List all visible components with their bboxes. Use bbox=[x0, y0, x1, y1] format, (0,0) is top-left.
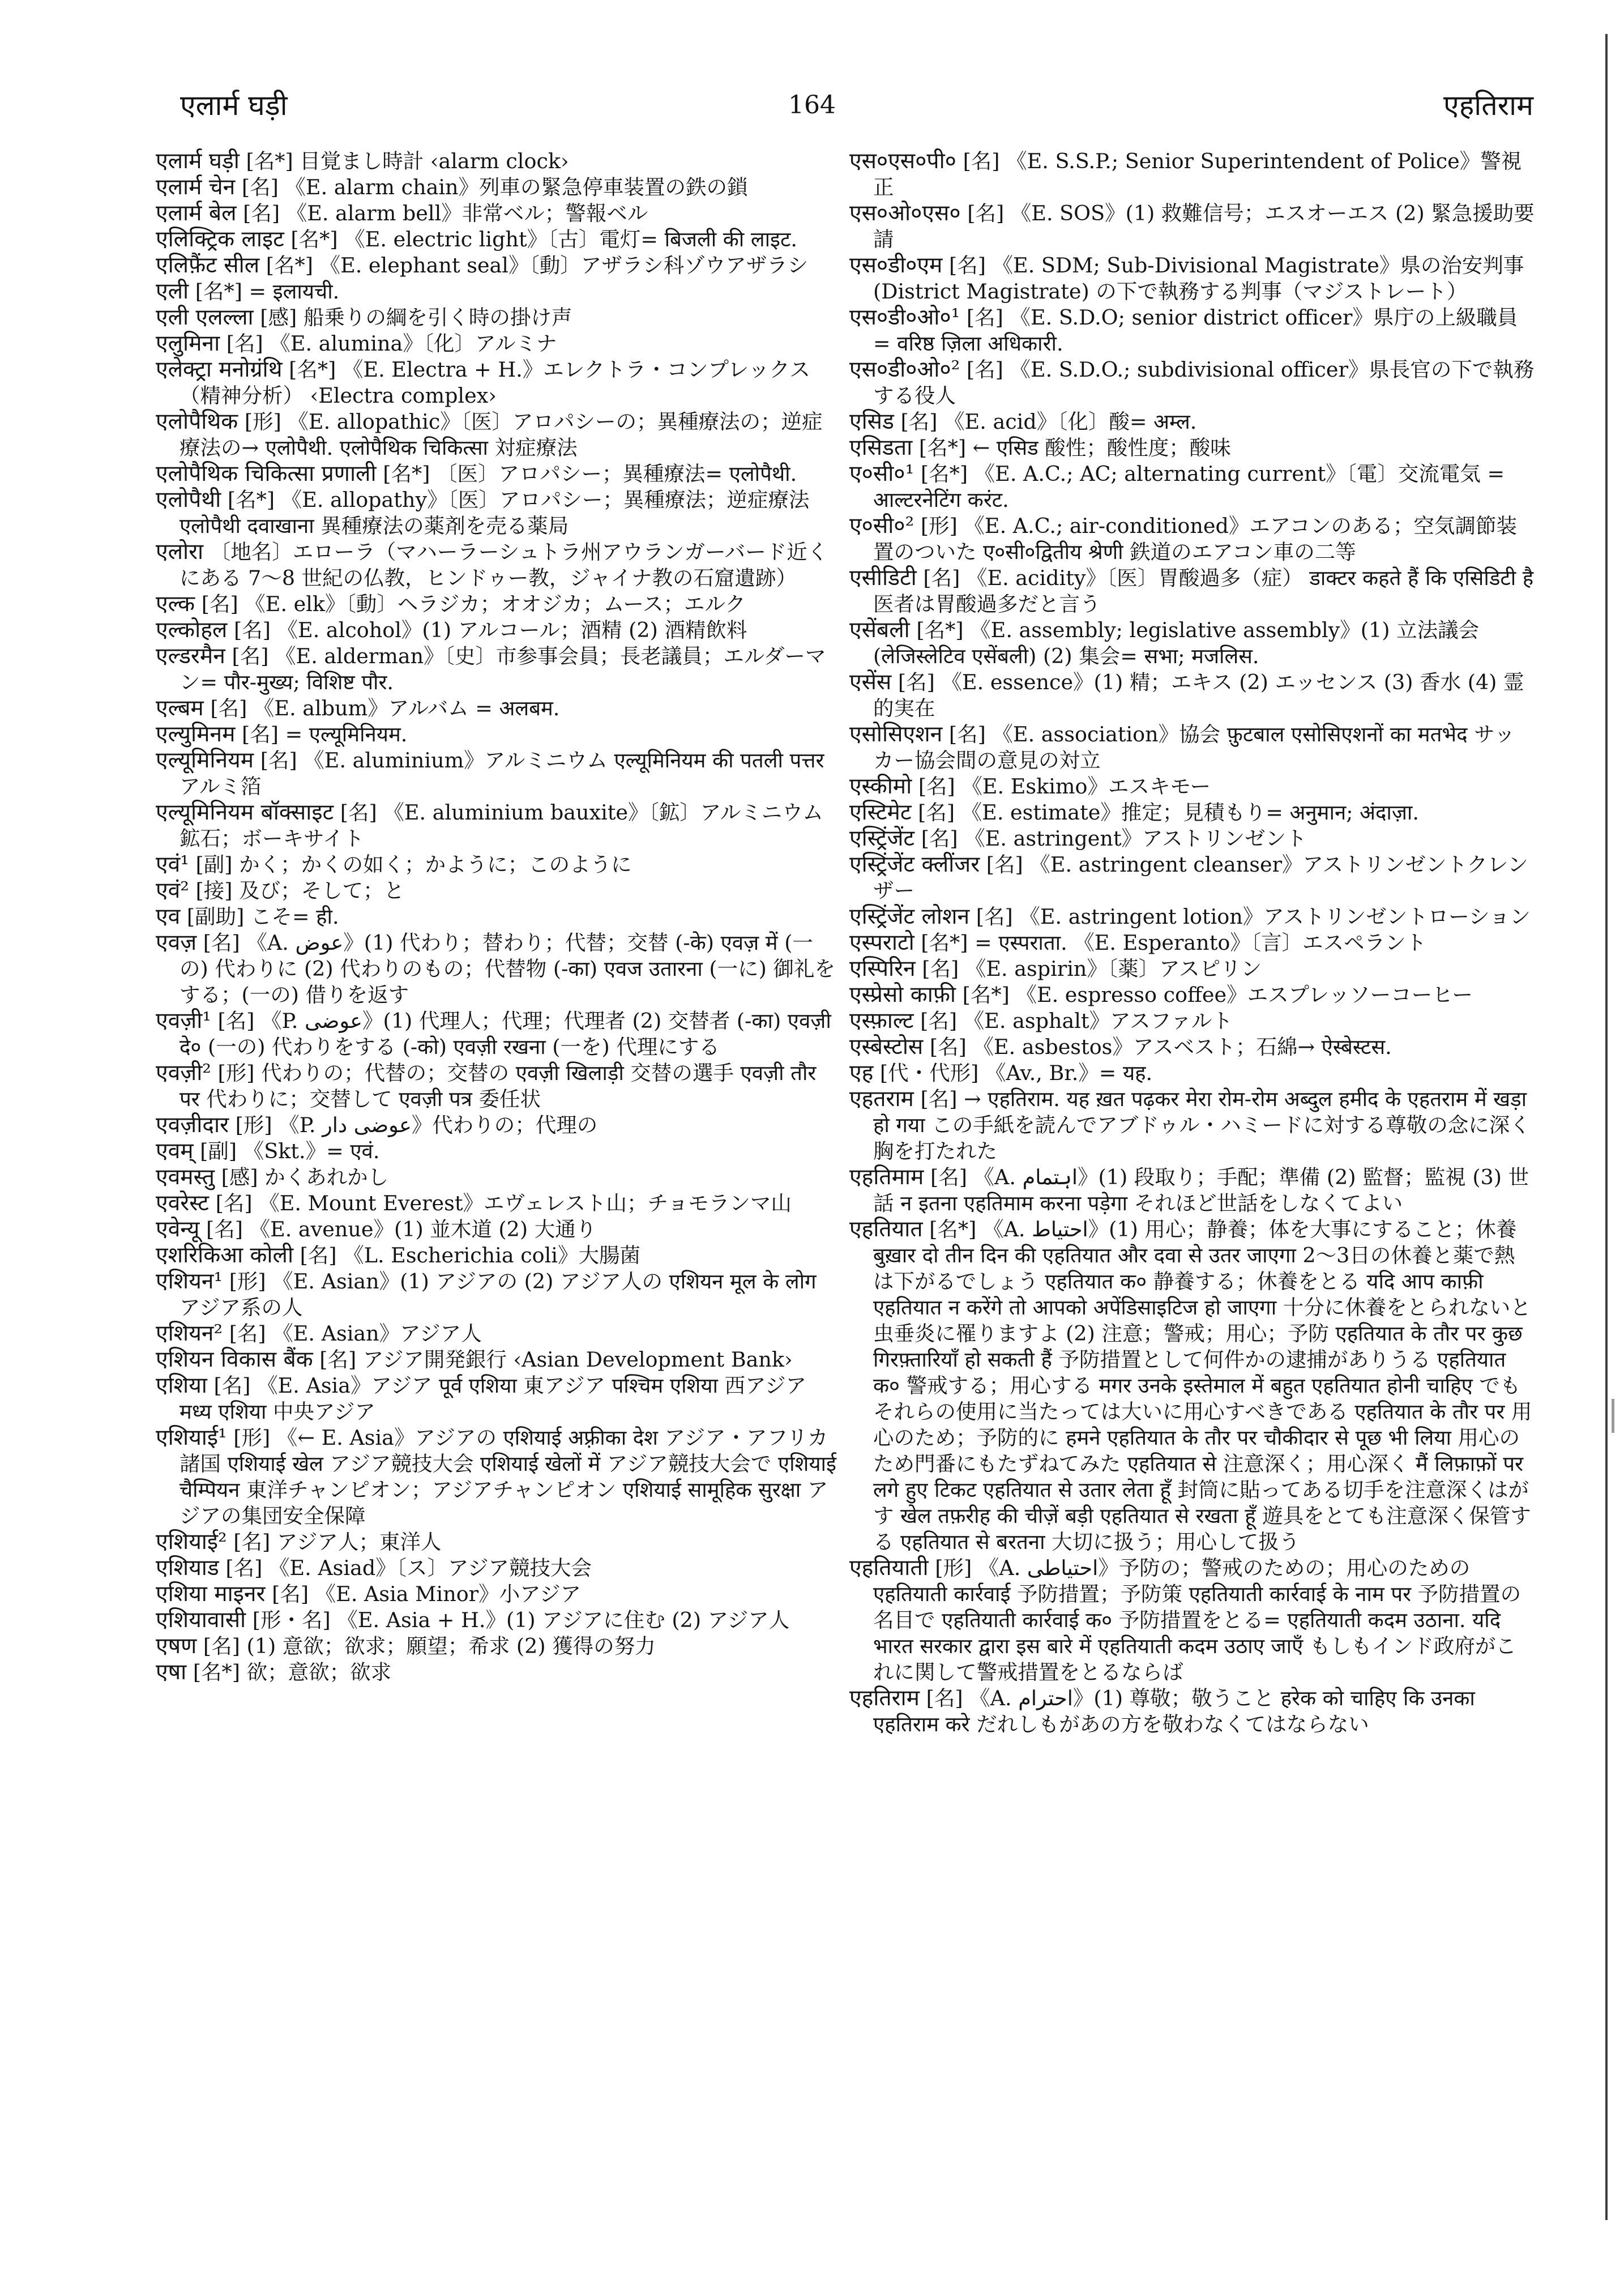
dictionary-entry bbox=[156, 748, 841, 800]
page-header bbox=[0, 85, 1624, 136]
entry-definition: [副] 《Skt.》= एवं. bbox=[193, 1139, 380, 1163]
entry-headword: एस्फ़ाल्ट bbox=[849, 1008, 914, 1034]
dictionary-entry bbox=[156, 539, 841, 591]
entry-definition: [副] かく；かくの如く；かように；このように bbox=[189, 852, 632, 877]
entry-headword: एवेन्यू bbox=[156, 1217, 200, 1242]
dictionary-entry bbox=[156, 1607, 841, 1633]
dictionary-entry bbox=[849, 904, 1535, 930]
entry-headword: एलोरा bbox=[156, 539, 204, 565]
dictionary-entry bbox=[156, 148, 841, 174]
entry-definition: [感] 船乗りの綱を引く時の掛け声 bbox=[253, 305, 572, 330]
entry-definition: [名*] ← एसिड 酸性；酸性度；酸味 bbox=[912, 436, 1231, 460]
entry-headword: एलार्म बेल bbox=[156, 200, 237, 226]
entry-headword: एवज़ी¹ bbox=[156, 1008, 211, 1034]
entry-headword: एसोसिएशन bbox=[849, 722, 943, 747]
entry-headword: एह bbox=[849, 1060, 874, 1086]
entry-definition: [名] 《E. aluminium bauxite》〔鉱〕アルミニウム鉱石；ボーキサイト bbox=[180, 800, 823, 851]
entry-definition: [形] 《E. Asian》(1) アジアの (2) アジア人の एशियन मूल के लोग アジア系の人 bbox=[180, 1269, 817, 1320]
dictionary-entry bbox=[156, 1138, 841, 1164]
entry-headword: एशियन¹ bbox=[156, 1269, 223, 1294]
entry-definition: [名*] = एस्पराता. 《E. Esperanto》〔言〕エスペラント bbox=[914, 931, 1427, 955]
entry-headword: एवज़ी² bbox=[156, 1060, 211, 1086]
entry-definition: [名*] 欲；意欲；欲求 bbox=[186, 1660, 392, 1684]
dictionary-entry bbox=[849, 774, 1535, 800]
page-number: 164 bbox=[788, 91, 836, 119]
entry-definition: [名] 《E. Asiad》〔ス〕アジア競技大会 bbox=[219, 1556, 592, 1580]
entry-definition: [名*] 目覚まし時計 ‹alarm clock› bbox=[239, 149, 569, 173]
entry-headword: एशियन² bbox=[156, 1321, 223, 1346]
entry-headword: एशरिकिआ कोली bbox=[156, 1243, 294, 1268]
entry-definition: [名] 《E. aspirin》〔薬〕アスピリン bbox=[915, 957, 1262, 981]
dictionary-entry bbox=[156, 643, 841, 695]
scan-mark bbox=[1612, 1399, 1614, 1433]
dictionary-entry bbox=[156, 722, 841, 748]
entry-headword: एस्पराटो bbox=[849, 930, 914, 955]
dictionary-entry bbox=[156, 227, 841, 253]
dictionary-entry bbox=[849, 669, 1535, 722]
entry-headword: एशिया माइनर bbox=[156, 1581, 266, 1607]
dictionary-entry bbox=[156, 409, 841, 461]
dictionary-entry bbox=[849, 461, 1535, 513]
dictionary-entry bbox=[849, 1086, 1535, 1164]
dictionary-entry bbox=[156, 487, 841, 539]
dictionary-entry bbox=[849, 1685, 1535, 1738]
entry-headword: एलोपैथिक bbox=[156, 409, 238, 434]
entry-definition: [接] 及び；そして；と bbox=[189, 878, 405, 903]
entry-headword: एलिफ़ैंट सील bbox=[156, 253, 260, 278]
entry-definition: [名] 《E. SOS》(1) 救難信号；エスオーエス (2) 緊急援助要請 bbox=[873, 201, 1535, 251]
entry-definition: [名*] 〔医〕アロパシー；異種療法= एलोपैथी. bbox=[376, 462, 797, 486]
dictionary-entry bbox=[156, 1425, 841, 1529]
dictionary-entry bbox=[849, 1555, 1535, 1685]
entry-definition: [形] 代わりの；代替の；交替の एवज़ी खिलाड़ी 交替の選手 एवज़ी तौर पर 代わりに；交替して एवज़ी पत्र 委任状 bbox=[180, 1061, 817, 1111]
entry-definition: [名] 《E. avenue》(1) 並木道 (2) 大通り bbox=[199, 1217, 597, 1241]
dictionary-entry bbox=[849, 513, 1535, 565]
right-column bbox=[849, 148, 1535, 1738]
entry-definition: [形] 《P. عوضی دار》代わりの；代理の bbox=[229, 1113, 598, 1137]
entry-definition: [名] 《E. Asian》アジア人 bbox=[223, 1321, 482, 1346]
entry-definition: [名*] 《E. Electra + H.》エレクトラ・コンプレックス（精神分析） ‹Electra complex› bbox=[180, 357, 810, 408]
entry-definition: [名] 《E. alcohol》(1) アルコール；酒精 (2) 酒精飲料 bbox=[227, 618, 747, 642]
dictionary-entry bbox=[849, 200, 1535, 253]
dictionary-entry bbox=[849, 148, 1535, 200]
entry-definition: [名] (1) 意欲；欲求；願望；希求 (2) 獲得の努力 bbox=[196, 1634, 656, 1658]
dictionary-entry bbox=[156, 1659, 841, 1685]
entry-headword: एस्प्रेसो काफ़ी bbox=[849, 982, 956, 1008]
entry-definition: [名] 《E. acid》〔化〕酸= अम्ल. bbox=[894, 409, 1197, 434]
entry-definition: [名] 《E. album》アルバム = अलबम. bbox=[203, 696, 560, 720]
dictionary-entry bbox=[849, 722, 1535, 774]
entry-headword: ए०सी०² bbox=[849, 513, 914, 539]
entry-definition: [名] 《E. Mount Everest》エヴェレスト山；チョモランマ山 bbox=[209, 1191, 792, 1215]
entry-definition: [名] 《E. Asia》アジア पूर्व एशिया 東アジア पश्चिम एशिया 西アジア मध्य एशिया 中央アジア bbox=[180, 1373, 807, 1424]
dictionary-entry bbox=[156, 1164, 841, 1190]
dictionary-entry bbox=[849, 930, 1535, 956]
entry-headword: एल्बम bbox=[156, 695, 204, 721]
entry-definition: [名] 《E. estimate》推定；見積もり= अनुमान; अंदाज़ा. bbox=[911, 800, 1419, 825]
dictionary-entry bbox=[849, 826, 1535, 852]
entry-definition: [名] 《E. Asia Minor》小アジア bbox=[265, 1582, 582, 1606]
entry-headword: एस०एस०पी० bbox=[849, 148, 956, 174]
dictionary-entry bbox=[156, 1112, 841, 1138]
dictionary-entry bbox=[849, 1008, 1535, 1034]
entry-definition: [名] 《E. alarm bell》非常ベル；警報ベル bbox=[236, 201, 648, 225]
entry-headword: एस०डी०ओ०² bbox=[849, 357, 960, 382]
entry-headword: एव bbox=[156, 904, 181, 929]
entry-definition: [名] 《L. Escherichia coli》大腸菌 bbox=[293, 1243, 640, 1267]
entry-headword: एहतराम bbox=[849, 1086, 914, 1112]
entry-definition: [名*] 《E. assembly; legislative assembly》(1) 立法議会 (लेजिस्लेटिव एसेंबली) (2) 集会= सभा; मजलिस. bbox=[873, 618, 1480, 668]
entry-definition: [名] 《E. elk》〔動〕ヘラジカ；オオジカ；ムース；エルク bbox=[195, 592, 746, 616]
entry-definition: [名] 《E. alumina》〔化〕アルミナ bbox=[220, 331, 557, 356]
entry-definition: [名] 《E. essence》(1) 精；エキス (2) エッセンス (3) 香水 (4) 霊的実在 bbox=[873, 670, 1524, 720]
dictionary-entry bbox=[849, 852, 1535, 904]
entry-headword: एलार्म घड़ी bbox=[156, 148, 240, 174]
entry-definition: [名*] 《A. احتیاط》(1) 用心；静養；体を大事にすること；休養 बुख़ार दो तीन दिन की एहतियात और दवा से उतर जाएगा 2〜3日の休養と薬で熱は下がるでしょう एहतियात क० 静養する；休養をとる यदि आप काफ़ी एहतियात न करेंगे तो आपको अपेंडिसाइटिज हो जाएगा 十分に休養をとられないと虫垂炎に罹りますよ (2) 注意；警戒；用心；予防 एहतियात के तौर पर कुछ गिरफ़्तारियाँ हो सकती हैं 予防措置として何件かの逮捕がありうる एहतियात क० 警戒する；用心する मगर उनके इस्तेमाल में बहुत एहतियात होनी चाहिए でもそれらの使用に当たっては大いに用心すべきである एहतियात के तौर पर 用心のため；予防的に हमने एहतियात के तौर पर चौकीदार से पूछ भी लिया 用心のため門番にもたずねてみた एहतियात से 注意深く；用心深く मैं लिफ़ाफ़ों पर लगे हुए टिकट एहतियात से उतार लेता हूँ 封筒に貼ってある切手を注意深くはがす खेल तफ़रीह की चीज़ें बड़ी एहतियात से रखता हूँ 遊具をとても注意深く保管する एहतियात से बरतना 大切に扱う；用心して扱う bbox=[873, 1217, 1532, 1554]
entry-definition: [名] 《A. اہتمام》(1) 段取り；手配；準備 (2) 監督；監視 (3) 世話 न इतना एहतिमाम करना पड़ेगा それほど世話をしなくてよい bbox=[873, 1165, 1529, 1215]
entry-headword: एलोपैथी bbox=[156, 487, 221, 513]
entry-definition: [名] 《E. asbestos》アスベスト；石綿→ ऐस्बेस्टस. bbox=[923, 1035, 1392, 1059]
entry-headword: एसिडता bbox=[849, 435, 913, 460]
entry-headword: एलोपैथिक चिकित्सा प्रणाली bbox=[156, 461, 377, 486]
entry-headword: ए०सी०¹ bbox=[849, 461, 914, 486]
entry-definition: [名] 《E. acidity》〔医〕胃酸過多（症） डाक्टर कहते हैं कि एसिडिटी है 医者は胃酸過多だと言う bbox=[873, 566, 1534, 616]
dictionary-entry bbox=[156, 174, 841, 200]
entry-headword: एवरेस्ट bbox=[156, 1190, 210, 1216]
entry-definition: [形] 《E. A.C.; air-conditioned》エアコンのある；空気調節装置のついた ए०सी०द्वितीय श्रेणी 鉄道のエアコン車の二等 bbox=[873, 514, 1518, 564]
dictionary-entry bbox=[849, 253, 1535, 305]
entry-headword: एल्क bbox=[156, 591, 195, 617]
entry-definition: [名] 《E. astringent lotion》アストリンゼントローション bbox=[969, 904, 1531, 929]
entry-headword: एहतियाती bbox=[849, 1555, 929, 1581]
dictionary-entry bbox=[849, 956, 1535, 982]
entry-definition: [名] 《E. alarm chain》列車の緊急停車装置の鉄の鎖 bbox=[235, 175, 748, 199]
entry-headword: एल्यूमिनियम बॉक्साइट bbox=[156, 800, 334, 825]
entry-headword: एवम् bbox=[156, 1138, 194, 1164]
entry-headword: एषा bbox=[156, 1659, 187, 1685]
dictionary-entry bbox=[849, 435, 1535, 461]
dictionary-entry bbox=[156, 1373, 841, 1425]
entry-headword: एस्ट्रिंजेंट लोशन bbox=[849, 904, 970, 929]
dictionary-entry bbox=[156, 1321, 841, 1347]
entry-headword: एवमस्तु bbox=[156, 1164, 215, 1190]
entry-definition: [名] 《E. aluminium》アルミニウム एल्यूमिनियम की पतली पत्तर アルミ箔 bbox=[180, 748, 824, 799]
left-column bbox=[156, 148, 841, 1685]
entry-headword: एस्ट्रिंजेंट bbox=[849, 826, 915, 851]
dictionary-entry bbox=[156, 695, 841, 722]
entry-definition: [名] 《E. SDM; Sub-Divisional Magistrate》県の治安判事 (District Magistrate) の下で執務する判事（マジストレート） bbox=[873, 253, 1524, 304]
entry-definition: [名*] = इलायची. bbox=[189, 279, 340, 304]
entry-headword: एस्बेस्टोस bbox=[849, 1034, 924, 1060]
dictionary-entry bbox=[156, 930, 841, 1008]
entry-definition: [名] 《P. عوضی》(1) 代理人；代理；代理者 (2) 交替者 (-का) एवज़ी दे० (一の) 代わりをする (-को) एवज़ी रखना (一を) 代理にする bbox=[180, 1009, 831, 1059]
entry-headword: एस०डी०एम bbox=[849, 253, 943, 278]
dictionary-entry bbox=[849, 1217, 1535, 1555]
entry-headword: एशियाड bbox=[156, 1555, 219, 1581]
entry-headword: एशियन विकास बैंक bbox=[156, 1347, 313, 1372]
entry-definition: [名] アジア開発銀行 ‹Asian Development Bank› bbox=[313, 1347, 793, 1372]
dictionary-entry bbox=[156, 331, 841, 357]
dictionary-entry bbox=[849, 1034, 1535, 1060]
entry-headword: एस्टिमेट bbox=[849, 800, 912, 825]
entry-headword: एस्कीमो bbox=[849, 774, 912, 799]
entry-definition: [名] 《E. alderman》〔史〕市参事会員；長老議員；エルダーマン= पौर-मुख्य; विशिष्ट पौर. bbox=[180, 644, 826, 694]
entry-definition: [名*] 《E. elephant seal》〔動〕アザラシ科ゾウアザラシ bbox=[259, 253, 809, 278]
dictionary-entry bbox=[156, 1347, 841, 1373]
entry-headword: एशिया bbox=[156, 1373, 207, 1398]
entry-headword: एस०ओ०एस० bbox=[849, 200, 961, 226]
entry-headword: एली bbox=[156, 279, 189, 304]
dictionary-entry bbox=[849, 800, 1535, 826]
dictionary-entry bbox=[156, 1060, 841, 1112]
entry-definition: [形] 《← E. Asia》アジアの एशियाई अफ़्रीका देश アジア・アフリカ諸国 एशियाई खेल アジア競技大会 एशियाई खेलों में アジア競技大会で एशियाई चैम्पियन 東洋チャンピオン；アジアチャンピオン एशियाई सामूहिक सुरक्षा アジアの集団安全保障 bbox=[180, 1425, 836, 1528]
dictionary-entry bbox=[849, 565, 1535, 617]
entry-definition: [名] 《A. عوض》(1) 代わり；替わり；代替；交替 (-के) एवज़ में (一の) 代わりに (2) 代わりのもの；代替物 (-का) एवज उतारना (一に) 御礼をする；(一の) 借りを返す bbox=[180, 931, 836, 1007]
dictionary-entry bbox=[156, 305, 841, 331]
dictionary-entry bbox=[156, 591, 841, 617]
dictionary-entry bbox=[849, 409, 1535, 435]
entry-headword: एहतिराम bbox=[849, 1685, 920, 1711]
entry-headword: एसेंस bbox=[849, 669, 892, 695]
dictionary-entry bbox=[156, 852, 841, 878]
entry-headword: एसीडिटी bbox=[849, 565, 917, 591]
dictionary-entry bbox=[849, 1060, 1535, 1086]
dictionary-entry bbox=[156, 1008, 841, 1060]
binding-edge-rule bbox=[1605, 34, 1608, 2220]
dictionary-entry bbox=[156, 461, 841, 487]
entry-definition: [名] 《E. Eskimo》エスキモー bbox=[912, 774, 1211, 799]
entry-headword: एषण bbox=[156, 1633, 197, 1659]
dictionary-entry bbox=[156, 200, 841, 227]
dictionary-entry bbox=[849, 305, 1535, 357]
entry-headword: एवं¹ bbox=[156, 852, 189, 877]
entry-definition: [名] 《A. احترام》(1) 尊敬；敬うこと हरेक को चाहिए कि उनका एहतिराम करे だれしもがあの方を敬わなくてはならない bbox=[873, 1686, 1475, 1736]
dictionary-entry bbox=[156, 904, 841, 930]
entry-definition: [名*] 《E. A.C.; AC; alternating current》〔電〕交流電気 = आल्टरनेटिंग करंट. bbox=[873, 462, 1505, 512]
dictionary-entry bbox=[156, 1633, 841, 1659]
entry-headword: एल्यूमिनियम bbox=[156, 748, 254, 773]
dictionary-entry bbox=[156, 1555, 841, 1581]
entry-definition: [形・名] 《E. Asia + H.》(1) アジアに住む (2) アジア人 bbox=[246, 1608, 790, 1632]
entry-headword: एहतियात bbox=[849, 1217, 923, 1242]
entry-headword: एहतिमाम bbox=[849, 1164, 924, 1190]
dictionary-entry bbox=[156, 1529, 841, 1555]
running-head-left: एलार्म घड़ी bbox=[180, 89, 288, 122]
dictionary-entry bbox=[156, 1217, 841, 1243]
entry-headword: एवज़ bbox=[156, 930, 197, 955]
dictionary-entry bbox=[156, 1190, 841, 1217]
entry-headword: एस०डी०ओ०¹ bbox=[849, 305, 960, 330]
entry-definition: [名] 《E. S.S.P.; Senior Superintendent of Police》警視正 bbox=[873, 149, 1522, 199]
dictionary-entry bbox=[156, 253, 841, 279]
running-head-right: एहतिराम bbox=[1443, 89, 1533, 122]
entry-headword: एली एलल्ला bbox=[156, 305, 254, 330]
dictionary-entry bbox=[156, 617, 841, 643]
entry-headword: एलुमिना bbox=[156, 331, 220, 356]
dictionary-entry bbox=[156, 357, 841, 409]
entry-definition: [名] 《E. association》協会 फ़ुटबाल एसोसिएशनों का मतभेद サッカー協会間の意見の対立 bbox=[873, 722, 1515, 772]
dictionary-entry bbox=[156, 800, 841, 852]
entry-headword: एशियावासी bbox=[156, 1607, 246, 1633]
entry-headword: एल्युमिनम bbox=[156, 722, 236, 747]
entry-definition: 〔地名〕エローラ（マハーラーシュトラ州アウランガーバード近くにある 7〜8 世紀の仏教，ヒンドゥー教，ジャイナ教の石窟遺跡） bbox=[180, 540, 828, 590]
dictionary-entry bbox=[156, 1243, 841, 1269]
dictionary-entry bbox=[156, 1581, 841, 1607]
dictionary-entry bbox=[156, 878, 841, 904]
entry-definition: [名*] 《E. allopathy》〔医〕アロパシー；異種療法；逆症療法 एलोपैथी दवाखाना 異種療法の薬剤を売る薬局 bbox=[180, 488, 810, 538]
entry-definition: [名] 《E. S.D.O.; subdivisional officer》県長官の下で執務する役人 bbox=[873, 357, 1535, 408]
entry-definition: [名] 《E. astringent cleanser》アストリンゼントクレンザー bbox=[873, 852, 1528, 903]
entry-definition: [名] → एहतिराम. यह ख़त पढ़कर मेरा रोम-रोम अब्दुल हमीद के एहतराम में खड़ा हो गया この手紙を読んでアブドゥル・ハミードに対する尊敬の念に深く胸を打たれた bbox=[873, 1087, 1531, 1163]
entry-headword: एसिड bbox=[849, 409, 894, 434]
entry-definition: [名] アジア人；東洋人 bbox=[226, 1530, 442, 1554]
dictionary-entry bbox=[156, 279, 841, 305]
entry-definition: [形] 《A. احتیاطی》予防の；警戒のための；用心のための एहतियाती कार्रवाई 予防措置；予防策 एहतियाती कार्रवाई के नाम पर 予防措置の名目で एहतियाती कार्रवाई क० 予防措置をとる= एहतियाती कदम उठाना. यदि भारत सरकार द्वारा इस बारे में एहतियाती कदम उठाए जाएँ もしもインド政府がこれに関して警戒措置をとるならば bbox=[873, 1556, 1522, 1684]
entry-headword: एस्पिरिन bbox=[849, 956, 916, 981]
entry-definition: [名] = एल्यूमिनियम. bbox=[235, 722, 408, 746]
dictionary-entry bbox=[849, 1164, 1535, 1217]
entry-headword: एवज़ीदार bbox=[156, 1112, 229, 1138]
entry-headword: एल्कोहल bbox=[156, 617, 228, 643]
entry-headword: एलिक्ट्रिक लाइट bbox=[156, 227, 284, 252]
entry-headword: एशियाई¹ bbox=[156, 1425, 227, 1450]
entry-headword: एलार्म चेन bbox=[156, 174, 236, 200]
entry-definition: [名*] 《E. espresso coffee》エスプレッソーコーヒー bbox=[956, 983, 1473, 1007]
entry-headword: एवं² bbox=[156, 878, 189, 903]
entry-headword: एस्ट्रिंजेंट क्लींजर bbox=[849, 852, 980, 877]
dictionary-entry bbox=[849, 357, 1535, 409]
entry-definition: [感] かくあれかし bbox=[214, 1165, 389, 1189]
entry-definition: [名] 《E. S.D.O; senior district officer》県庁の上級職員= वरिष्ठ ज़िला अधिकारी. bbox=[873, 305, 1518, 356]
dictionary-entry bbox=[156, 1269, 841, 1321]
entry-definition: [名] 《E. asphalt》アスファルト bbox=[913, 1009, 1233, 1033]
entry-headword: एशियाई² bbox=[156, 1529, 227, 1555]
entry-definition: [形] 《E. allopathic》〔医〕アロパシーの；異種療法の；逆症療法の→ एलोपैथी. एलोपैथिक चिकित्सा 対症療法 bbox=[180, 409, 823, 460]
entry-definition: [名] 《E. astringent》アストリンゼント bbox=[914, 826, 1307, 851]
dictionary-entry bbox=[849, 617, 1535, 669]
dictionary-entry bbox=[849, 982, 1535, 1008]
entry-headword: एल्डरमैन bbox=[156, 643, 225, 669]
entry-definition: [代・代形] 《Av., Br.》= यह. bbox=[873, 1061, 1153, 1085]
entry-headword: एलेक्ट्रा मनोग्रंथि bbox=[156, 357, 283, 382]
entry-definition: [副助] こそ= ही. bbox=[180, 904, 339, 929]
entry-definition: [名*] 《E. electric light》〔古〕電灯= बिजली की लाइट. bbox=[284, 227, 797, 251]
entry-headword: एसेंबली bbox=[849, 617, 910, 643]
